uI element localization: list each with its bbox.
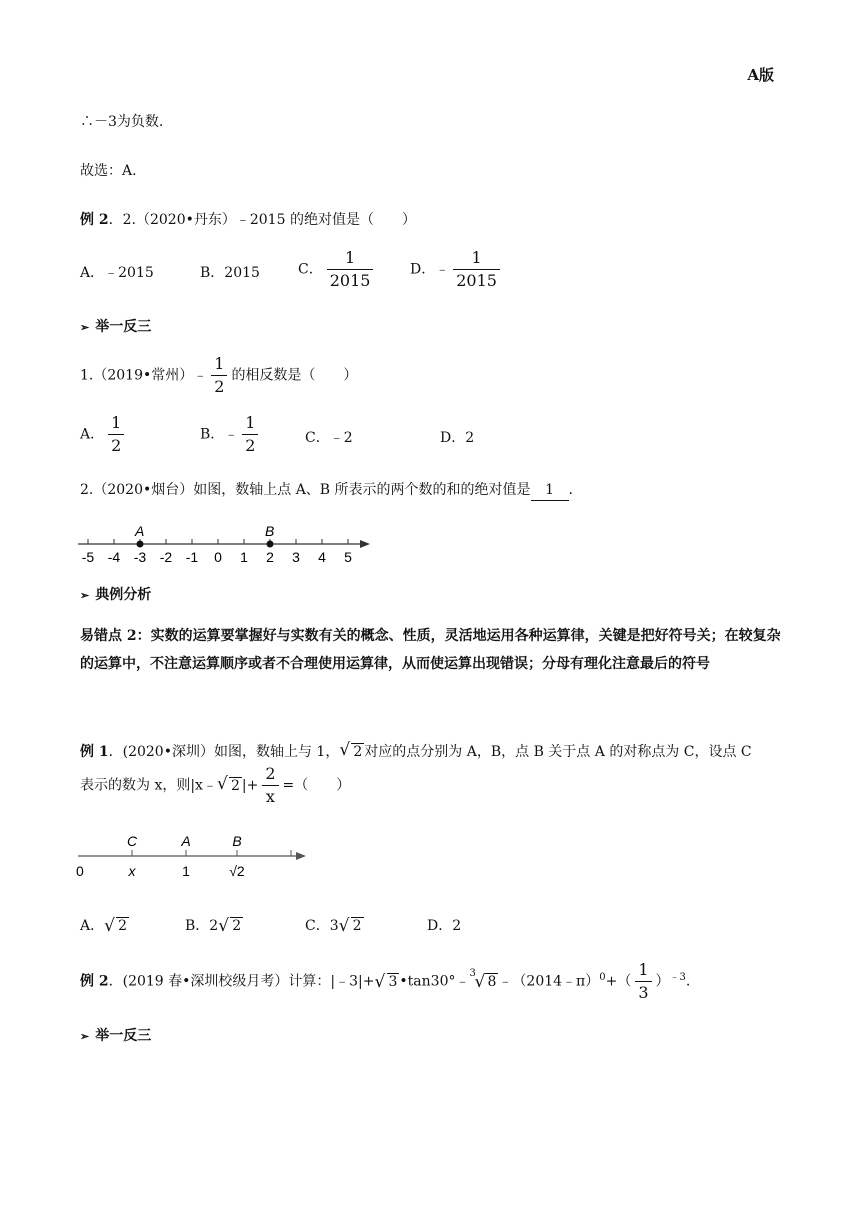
tick-label: 2 xyxy=(266,549,274,565)
tick-label: -2 xyxy=(159,549,173,565)
tick-label: 0 xyxy=(214,549,222,565)
example-2-question xyxy=(80,210,416,230)
tick-label: -1 xyxy=(185,549,199,565)
tick-label: -4 xyxy=(107,549,121,565)
answer-line: 故选：A. xyxy=(80,163,137,179)
question-2: 2.（2020•烟台）如图，数轴上点 A、B 所表示的两个数的和的绝对值是 1 . xyxy=(80,480,573,501)
tick-label: 1 xyxy=(240,549,248,565)
example-2-options xyxy=(80,250,520,296)
example-1-options xyxy=(80,915,520,941)
option-b[interactable]: B．2√ 2 xyxy=(185,915,243,935)
pitfall-paragraph: 易错点 2：实数的运算要掌握好与实数有关的概念、性质，灵活地运用各种运算律，关键是把好符号关；在较复杂的运算中，不注意运算顺序或者不合理使用运算律，从而使运算出现错误；分母有理化注意最后的符号 xyxy=(80,628,781,672)
triangle-bullet-icon: ➢ xyxy=(80,1030,90,1043)
point-label-a: A xyxy=(181,833,191,849)
question-1-options xyxy=(80,415,520,461)
tick-label: 4 xyxy=(318,549,326,565)
analysis-heading: ➢ 典例分析 xyxy=(80,587,152,603)
axis-arrow xyxy=(360,540,370,548)
practice-heading: ➢ 举一反三 xyxy=(80,319,152,335)
question-1: 1.（2019•常州）﹣ $\frac{1}{2}$ 的相反数是（ ） xyxy=(80,354,358,396)
option-a[interactable]: A． $\frac{1}{2}$ xyxy=(80,415,128,454)
option-b[interactable]: B．﹣ $\frac{1}{2}$ xyxy=(200,415,262,454)
point-a xyxy=(137,541,144,548)
edition-label: A版 xyxy=(747,66,774,84)
option-a[interactable]: A．﹣2015 xyxy=(80,265,154,281)
example-1-question: 例 1．(2020•深圳）如图，数轴上与 1，√ 2 对应的点分别为 A，B，点 B 关于点 A 的对称点为 C，设点 C 表示的数为 x，则|x﹣√ 2 |+ $\frac{2}{x}$ =（ ） xyxy=(80,738,784,805)
point-b xyxy=(267,541,274,548)
number-line-figure xyxy=(74,520,374,566)
tick-label: 3 xyxy=(292,549,300,565)
option-c[interactable]: C．﹣2 xyxy=(305,430,353,446)
point-value-label: x xyxy=(128,863,136,879)
point-label-c: C xyxy=(126,833,138,849)
option-d[interactable]: D．2 xyxy=(427,918,462,934)
practice-heading-2: ➢ 举一反三 xyxy=(80,1028,152,1044)
option-d[interactable]: D．2 xyxy=(440,430,475,446)
triangle-bullet-icon: ➢ xyxy=(80,321,90,334)
option-d[interactable]: D．﹣ $\frac{1}{2015}$ xyxy=(410,250,504,289)
option-c[interactable]: C．3√ 2 xyxy=(305,915,364,935)
option-a[interactable]: A．√ 2 xyxy=(80,915,129,935)
point-label-b: B xyxy=(232,833,242,849)
point-label: B xyxy=(265,523,275,539)
tick-label: 5 xyxy=(344,549,352,565)
tick-label: -5 xyxy=(81,549,95,565)
tick-label: -3 xyxy=(133,549,147,565)
example-label: 例 2 xyxy=(80,212,109,228)
answer-blank: 1 xyxy=(531,480,569,501)
example-2-calculation: 例 2．(2019 春•深圳校级月考）计算：|﹣3|+√ 3 •tan30°﹣ √ 3 8 ﹣（2014﹣π）$^0$+（ $\frac{1}{3}$ ）$^{﹣3}$. xyxy=(80,962,690,1001)
triangle-bullet-icon: ➢ xyxy=(80,589,90,602)
point-label: A xyxy=(135,523,145,539)
option-b[interactable]: B．2015 xyxy=(200,265,260,281)
therefore-line: ∴－3为负数. xyxy=(80,114,164,130)
option-c[interactable]: C． $\frac{1}{2015}$ xyxy=(298,250,377,289)
point-value-label: √2 xyxy=(229,863,245,879)
number-line-figure-2 xyxy=(74,828,314,888)
point-value-label: 1 xyxy=(182,863,190,879)
origin-label: 0 xyxy=(76,863,84,879)
question-text: ．2.（2020•丹东）﹣2015 的绝对值是（ ） xyxy=(108,212,416,228)
